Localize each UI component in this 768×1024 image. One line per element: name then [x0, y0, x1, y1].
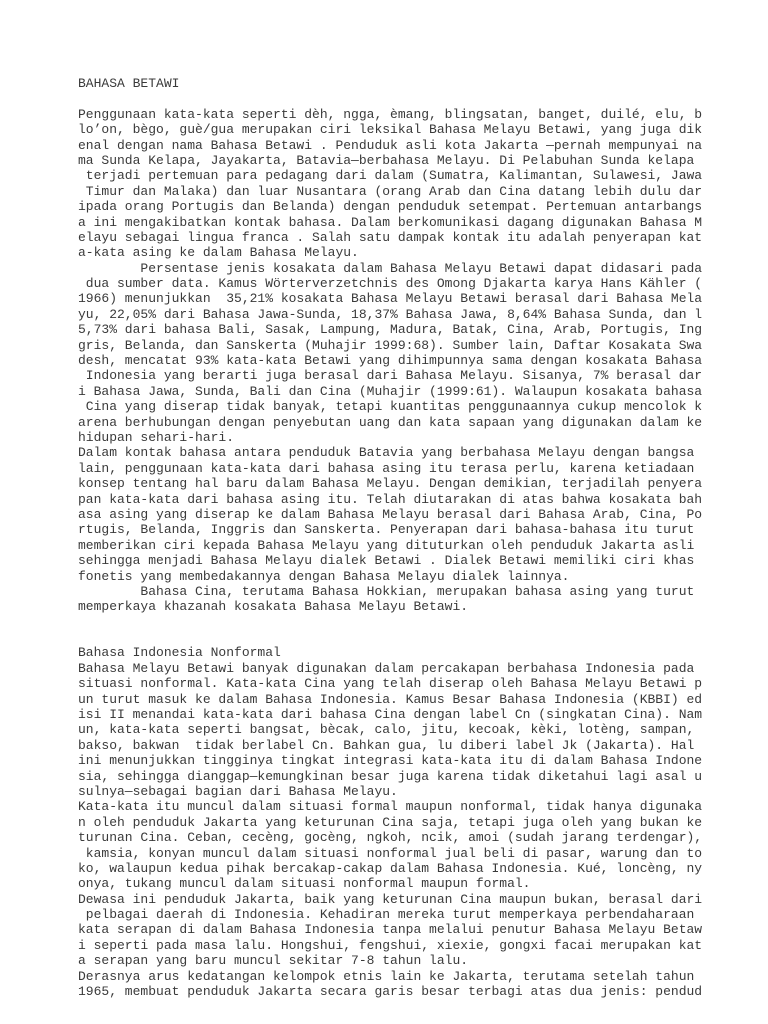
text-line: 1965, membuat penduduk Jakarta secara garis besar terbagi atas dua jenis: pendud: [78, 984, 703, 1000]
text-line: elayu sebagai lingua franca . Salah satu dampak kontak itu adalah penyerapan kat: [78, 229, 703, 245]
blank-line: [78, 91, 718, 106]
text-line: 5,73% dari bahasa Bali, Sasak, Lampung, Madura, Batak, Cina, Arab, Portugis, Ing: [78, 322, 703, 338]
text-line: lo’on, bègo, guè/gua merupakan ciri leksikal Bahasa Melayu Betawi, yang juga dik: [78, 122, 703, 138]
text-line: Cina yang diserap tidak banyak, tetapi kuantitas penggunaannya cukup mencolok k: [78, 399, 703, 415]
text-line: lain, penggunaan kata-kata dari bahasa asing itu terasa perlu, karena ketiadaan: [78, 460, 695, 476]
text-line: Indonesia yang berarti juga berasal dari Bahasa Melayu. Sisanya, 7% berasal dar: [78, 368, 703, 384]
text-line: pan kata-kata dari bahasa asing itu. Telah diutarakan di atas bahwa kosakata bah: [78, 491, 703, 507]
text-line: pelbagai daerah di Indonesia. Kehadiran mereka turut memperkaya perbendaharaan: [78, 907, 695, 923]
text-line: Kata-kata itu muncul dalam situasi formal maupun nonformal, tidak hanya digunaka: [78, 799, 703, 815]
text-line: rtugis, Belanda, Inggris dan Sanskerta. Penyerapan dari bahasa-bahasa itu turut: [78, 522, 695, 538]
text-line: sia, sehingga dianggap—kemungkinan besar juga karena tidak diketahui lagi asal u: [78, 768, 703, 784]
text-line: terjadi pertemuan para pedagang dari dalam (Sumatra, Kalimantan, Sulawesi, Jawa: [78, 168, 703, 184]
text-line: un turut masuk ke dalam Bahasa Indonesia. Kamus Besar Bahasa Indonesia (KBBI) ed: [78, 691, 703, 707]
text-line: dua sumber data. Kamus Wörterverzetchnis des Omong Djakarta karya Hans Kähler (: [78, 276, 703, 292]
text-line: i seperti pada masa lalu. Hongshui, fengshui, xiexie, gongxi facai merupakan kat: [78, 937, 703, 953]
text-line: Penggunaan kata-kata seperti dèh, ngga, èmang, blingsatan, banget, duilé, elu, b: [78, 106, 703, 122]
text-line: fonetis yang membedakannya dengan Bahasa Melayu dialek lainnya.: [78, 568, 570, 584]
text-line: Derasnya arus kedatangan kelompok etnis lain ke Jakarta, terutama setelah tahun: [78, 968, 695, 984]
text-line: a ini mengakibatkan kontak bahasa. Dalam berkomunikasi dagang digunakan Bahasa M: [78, 214, 703, 230]
text-line: n oleh penduduk Jakarta yang keturunan Cina saja, tetapi juga oleh yang bukan ke: [78, 814, 703, 830]
text-line: sulnya—sebagai bagian dari Bahasa Melayu.: [78, 783, 398, 799]
text-line: situasi nonformal. Kata-kata Cina yang telah diserap oleh Bahasa Melayu Betawi p: [78, 676, 703, 692]
text-line: i Bahasa Jawa, Sunda, Bali dan Cina (Muhajir (1999:61). Walaupun kosakata bahasa: [78, 383, 703, 399]
text-line: desh, mencatat 93% kata-kata Betawi yang dihimpunnya sama dengan kosakata Bahasa: [78, 353, 703, 369]
text-line: ko, walaupun kedua pihak bercakap-cakap dalam Bahasa Indonesia. Kué, loncèng, ny: [78, 860, 703, 876]
text-line: arena berhubungan dengan penyebutan uang dan kata sapaan yang digunakan dalam ke: [78, 414, 703, 430]
text-line: a serapan yang baru muncul sekitar 7-8 tahun lalu.: [78, 953, 469, 969]
text-line: memperkaya khazanah kosakata Bahasa Melayu Betawi.: [78, 599, 469, 615]
text-line: ipada orang Portugis dan Belanda) dengan penduduk setempat. Pertemuan antarbangs: [78, 199, 703, 215]
text-line: enal dengan nama Bahasa Betawi . Penduduk asli kota Jakarta —pernah mempunyai na: [78, 137, 703, 153]
text-line: yu, 22,05% dari Bahasa Jawa-Sunda, 18,37% Bahasa Jawa, 8,64% Bahasa Sunda, dan l: [78, 306, 703, 322]
text-line: ini menunjukkan tingginya tingkat integrasi kata-kata itu di dalam Bahasa Indone: [78, 753, 703, 769]
document-title: BAHASA BETAWI: [78, 76, 180, 91]
blank-line: [78, 630, 718, 645]
text-line: konsep tentang hal baru dalam Bahasa Melayu. Dengan demikian, terjadilah penyera: [78, 476, 703, 492]
text-line: Timur dan Malaka) dan luar Nusantara (orang Arab dan Cina datang lebih dulu dar: [78, 183, 703, 199]
text-line: Persentase jenis kosakata dalam Bahasa Melayu Betawi dapat didasari pada: [78, 260, 703, 276]
text-line: Bahasa Melayu Betawi banyak digunakan dalam percakapan berbahasa Indonesia pada: [78, 660, 695, 676]
text-line: turunan Cina. Ceban, cecèng, gocèng, ngkoh, ncik, amoi (sudah jarang terdengar),: [78, 830, 703, 846]
text-line: Bahasa Cina, terutama Bahasa Hokkian, merupakan bahasa asing yang turut: [78, 583, 695, 599]
text-line: Dewasa ini penduduk Jakarta, baik yang keturunan Cina maupun bukan, berasal dari: [78, 891, 703, 907]
text-line: ma Sunda Kelapa, Jayakarta, Batavia—berbahasa Melayu. Di Pelabuhan Sunda kelapa: [78, 152, 695, 168]
text-line: kata serapan di dalam Bahasa Indonesia tanpa melalui penutur Bahasa Melayu Betaw: [78, 922, 703, 938]
blank-line: [78, 615, 718, 630]
text-line: 1966) menunjukkan 35,21% kosakata Bahasa Melayu Betawi berasal dari Bahasa Mela: [78, 291, 703, 307]
text-line: Dalam kontak bahasa antara penduduk Batavia yang berbahasa Melayu dengan bangsa: [78, 445, 695, 461]
text-line: bakso, bakwan tidak berlabel Cn. Bahkan gua, lu diberi label Jk (Jakarta). Hal: [78, 737, 695, 753]
text-line: onya, tukang muncul dalam situasi nonformal maupun formal.: [78, 876, 531, 892]
text-line: sehingga menjadi Bahasa Melayu dialek Betawi . Dialek Betawi memiliki ciri khas: [78, 553, 695, 569]
text-line: kamsia, konyan muncul dalam situasi nonformal jual beli di pasar, warung dan to: [78, 845, 703, 861]
section-heading: Bahasa Indonesia Nonformal: [78, 645, 281, 661]
text-line: asa asing yang diserap ke dalam Bahasa Melayu berasal dari Bahasa Arab, Cina, Po: [78, 506, 703, 522]
text-line: un, kata-kata seperti bangsat, bècak, calo, jitu, kecoak, kèki, lotèng, sampan,: [78, 722, 695, 738]
document-page: [78, 76, 718, 999]
text-line: a-kata asing ke dalam Bahasa Melayu.: [78, 245, 359, 261]
text-line: memberikan ciri kepada Bahasa Melayu yang dituturkan oleh penduduk Jakarta asli: [78, 537, 695, 553]
text-line: gris, Belanda, dan Sanskerta (Muhajir 1999:68). Sumber lain, Daftar Kosakata Swa: [78, 337, 703, 353]
text-line: isi II menandai kata-kata dari bahasa Cina dengan label Cn (singkatan Cina). Nam: [78, 707, 703, 723]
text-line: hidupan sehari-hari.: [78, 429, 235, 445]
